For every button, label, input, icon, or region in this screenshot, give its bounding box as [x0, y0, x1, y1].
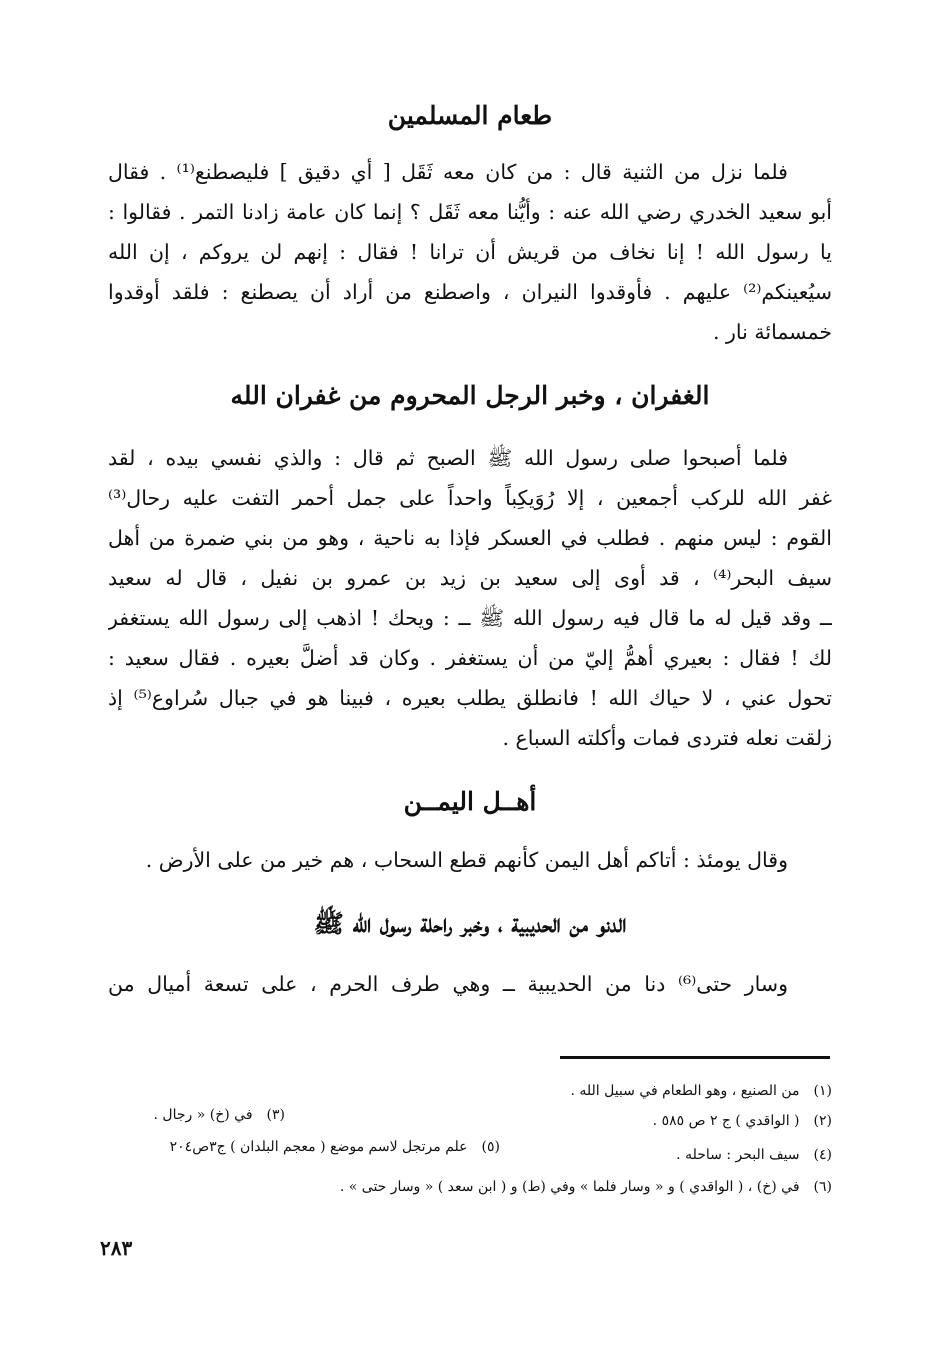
text-line: زلقت نعله فتردى فمات وأكلته السباع . — [502, 726, 832, 750]
footnote-5: (٥)علم مرتجل لاسم موضع ( معجم البلدان ) ج٣ص٢٠٤ — [169, 1139, 500, 1155]
text-line: سيُعينكم⁽²⁾ عليهم . فأوقدوا النيران ، واصطنع من أراد أن يصطنع : فلقد أوقدوا — [108, 280, 832, 304]
text-line: خمسمائة نار . — [712, 320, 832, 344]
text-line: أبو سعيد الخدري رضي الله عنه : وأيُّنا معه ثَقَل ؟ إنما كان عامة زادنا التمر . فقالوا : — [108, 200, 832, 224]
footnote-2: (٢)( الواقدي ) ج ٢ ص ٥٨٥ . — [652, 1113, 832, 1129]
footnote-divider — [560, 1056, 830, 1059]
text-line: فلما نزل من الثنية قال : من كان معه ثَقَل [ أي دقيق ] فليصطنع⁽¹⁾ . فقال — [108, 160, 788, 184]
text-line: القوم : ليس منهم . فطلب في العسكر فإذا به ناحية ، وهو من بني ضمرة من أهل — [108, 526, 832, 550]
section-heading-forgiveness: الغفران ، وخبر الرجل المحروم من غفران الله — [230, 381, 710, 410]
text-line: وسار حتى⁽⁶⁾ دنا من الحديبية ــ وهي طرف الحرم ، على تسعة أميال من — [108, 972, 789, 996]
footnote-3: (٣)في (خ) « رجال . — [153, 1107, 285, 1123]
paragraph-food — [108, 152, 832, 352]
text-line: ــ وقد قيل له ما قال فيه رسول الله ﷺ ــ : ويحك ! اذهب إلى رسول الله يستغفر — [108, 606, 832, 630]
section-heading-food: طعام المسلمين — [387, 101, 553, 130]
paragraph-forgiveness — [108, 438, 832, 758]
paragraph-hudaybiyya — [108, 964, 832, 1004]
text-line: سيف البحر⁽⁴⁾ ، قد أوى إلى سعيد بن زيد بن عمرو بن نفيل ، قال له سعيد — [108, 566, 832, 590]
section-heading-hudaybiyya: الدنو من الحديبية ، وخبر راحلة رسول الله ﷺ — [313, 909, 627, 938]
page-number: ٢٨٣ — [100, 1236, 133, 1260]
text-line: وقال يومئذ : أتاكم أهل اليمن كأنهم قطع السحاب ، هم خير من على الأرض . — [145, 848, 788, 872]
text-line: يا رسول الله ! إنا نخاف من قريش أن ترانا ! فقال : إنهم لن يروكم ، إن الله — [108, 240, 832, 264]
text-line: لك ! فقال : بعيري أهمُّ إليّ من أن يستغفر . وكان قد أضلَّ بعيره . فقال سعيد : — [108, 646, 832, 670]
section-heading-yemen: أهــل اليمــن — [403, 787, 537, 816]
paragraph-yemen — [108, 840, 832, 880]
text-line: تحول عني ، لا حياك الله ! فانطلق يطلب بعيره ، فبينا هو في جبال سُراوع⁽⁵⁾ إذ — [108, 686, 832, 710]
text-line: فلما أصبحوا صلى رسول الله ﷺ الصبح ثم قال : والذي نفسي بيده ، لقد — [108, 446, 788, 470]
footnote-1: (١)من الصنيع ، وهو الطعام في سبيل الله . — [570, 1083, 832, 1099]
footnote-4: (٤)سيف البحر : ساحله . — [676, 1147, 832, 1163]
footnote-6: (٦)في (خ) ، ( الواقدي ) و « وسار فلما » وفي (ط) و ( ابن سعد ) « وسار حتى » . — [339, 1179, 832, 1195]
text-line: غفر الله للركب أجمعين ، إلا رُوَيكِباً واحداً على جمل أحمر التفت عليه رحال⁽³⁾ — [108, 486, 832, 510]
